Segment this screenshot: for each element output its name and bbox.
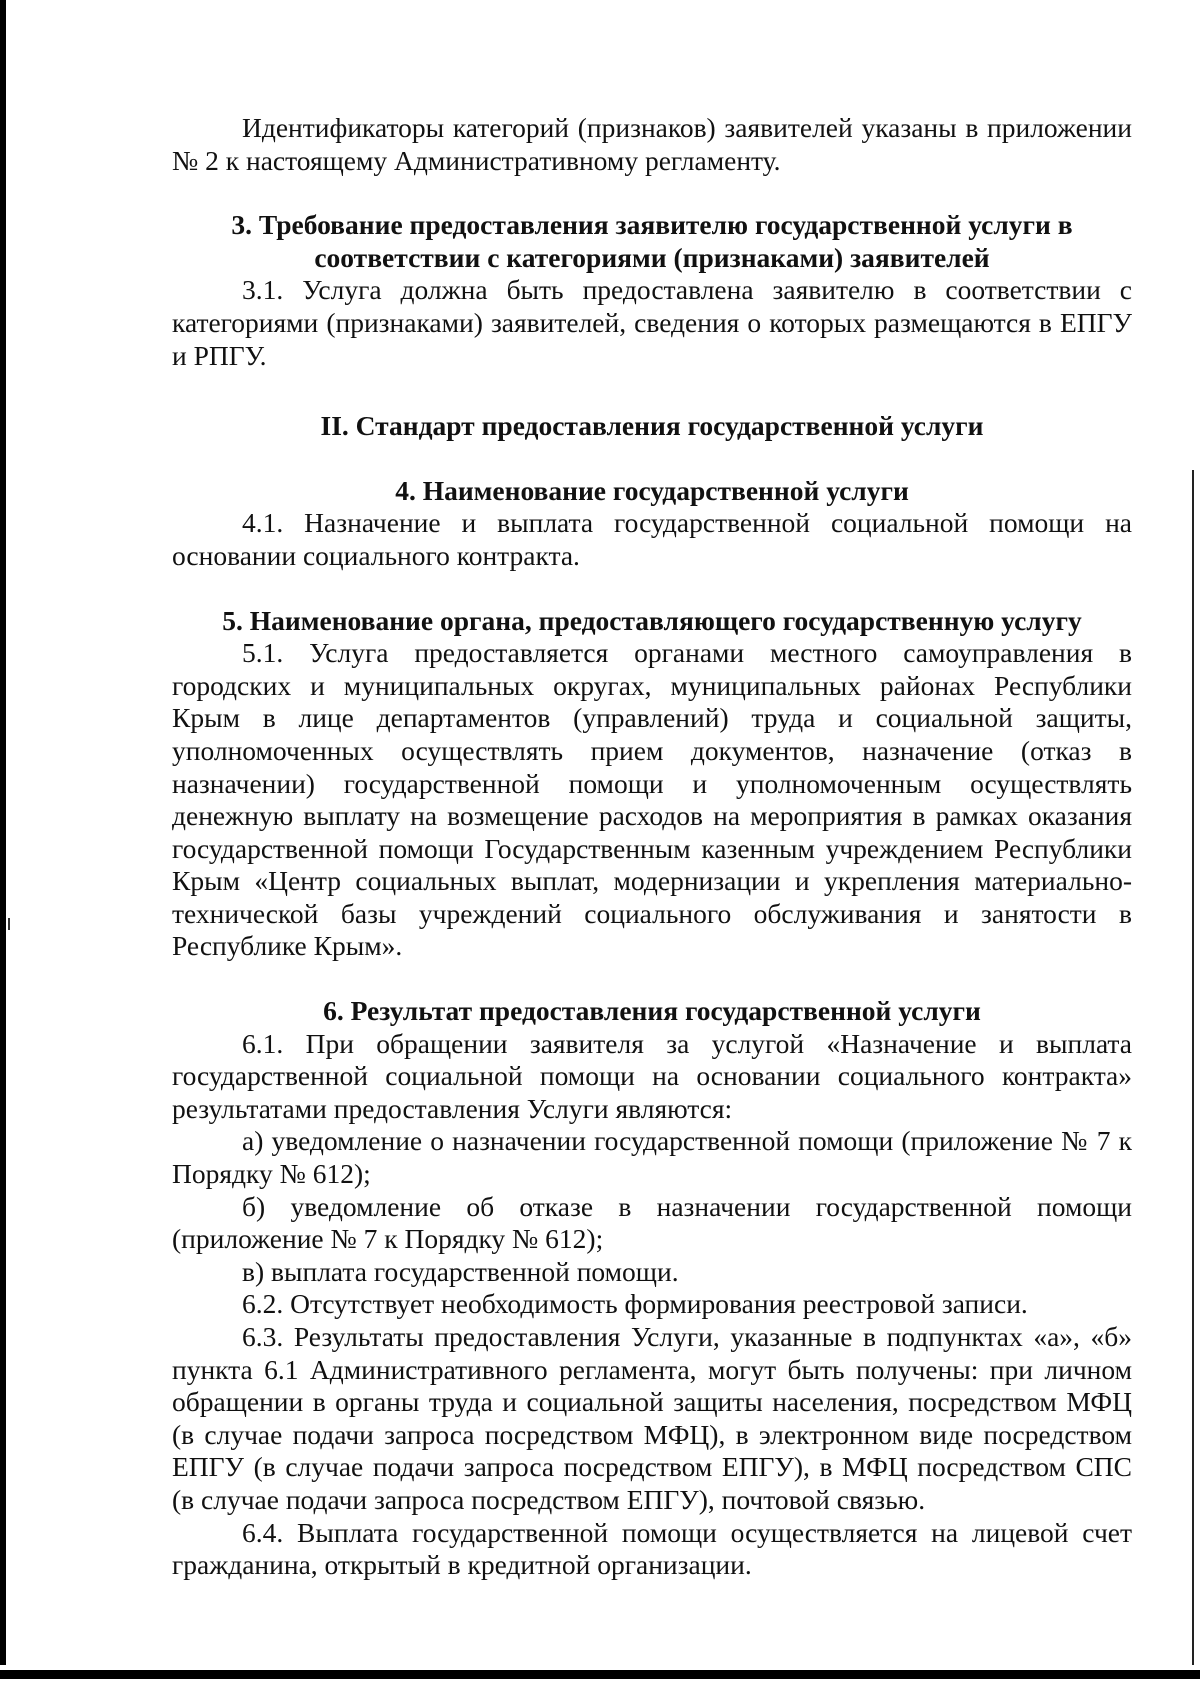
spacer [172,443,1132,475]
paragraph-5-1: 5.1. Услуга предоставляется органами местного самоуправления в городских и муниципальных округах, муниципальных районах Республики Крым в лице департаментов (управлений) труда и социальной защиты, уполномоченных осуществлять прием документов, назначение (отказ в назначении) государственной помощи и уполномоченным осуществлять денежную выплату на возмещение расходов на мероприятия в рамках оказания государственной помощи Государственным казенным учреждением Республики Крым «Центр социальных выплат, модернизации и укрепления материально-технической базы учреждений социального обслуживания и занятости в Республике Крым». [172,637,1132,962]
spacer [172,177,1132,209]
document-page [172,112,1132,1582]
paragraph-6-1: 6.1. При обращении заявителя за услугой «Назначение и выплата государственной социальной помощи на основании социального контракта» результатами предоставления Услуги являются: [172,1027,1132,1124]
paragraph-6-1-b: б) уведомление об отказе в назначении государственной помощи (приложение № 7 к Порядку № 612); [172,1190,1132,1255]
paragraph-6-2: 6.2. Отсутствует необходимость формирования реестровой записи. [242,1288,1028,1320]
heading-section-5: 5. Наименование органа, предоставляющего государственную услугу [222,604,1082,636]
paragraph-6-1-v: в) выплата государственной помощи. [242,1255,679,1287]
scan-mark [8,918,10,930]
heading-section-4: 4. Наименование государственной услуги [395,474,909,506]
paragraph-4-1: 4.1. Назначение и выплата государственной социальной помощи на основании социального контракта. [172,507,1132,571]
spacer [172,372,1132,410]
heading-section-3-line-1: 3. Требование предоставления заявителю государственной услуги в [231,209,1073,241]
heading-section-6: 6. Результат предоставления государственной услуги [323,995,981,1027]
paragraph-identifiers: Идентификаторы категорий (признаков) заявителей указаны в приложении № 2 к настоящему Административному регламенту. [172,112,1132,176]
paragraph-6-3: 6.3. Результаты предоставления Услуги, указанные в подпунктах «а», «б» пункта 6.1 Административного регламента, могут быть получены: при личном обращении в органы труда и социальной защиты населения, посредством МФЦ (в случае подачи запроса посредством МФЦ), в электронном виде посредством ЕПГУ (в случае подачи запроса посредством ЕПГУ), в МФЦ посредством СПС (в случае подачи запроса посредством ЕПГУ), почтовой связью. [172,1321,1132,1515]
scan-border-left [0,0,6,1665]
paragraph-6-4: 6.4. Выплата государственной помощи осуществляется на лицевой счет гражданина, открытый в кредитной организации. [172,1516,1132,1581]
spacer [172,963,1132,995]
heading-section-3-line-2: соответствии с категориями (признаками) заявителей [314,241,990,273]
paragraph-3-1: 3.1. Услуга должна быть предоставлена заявителю в соответствии с категориями (признаками) заявителей, сведения о которых размещаются в ЕПГУ и РПГУ. [172,274,1132,371]
scan-border-right [1192,470,1194,1665]
spacer [172,573,1132,605]
heading-chapter-II: II. Стандарт предоставления государственной услуги [320,410,984,442]
scan-border-bottom [0,1670,1200,1679]
paragraph-6-1-a: а) уведомление о назначении государственной помощи (приложение № 7 к Порядку № 612); [172,1125,1132,1190]
